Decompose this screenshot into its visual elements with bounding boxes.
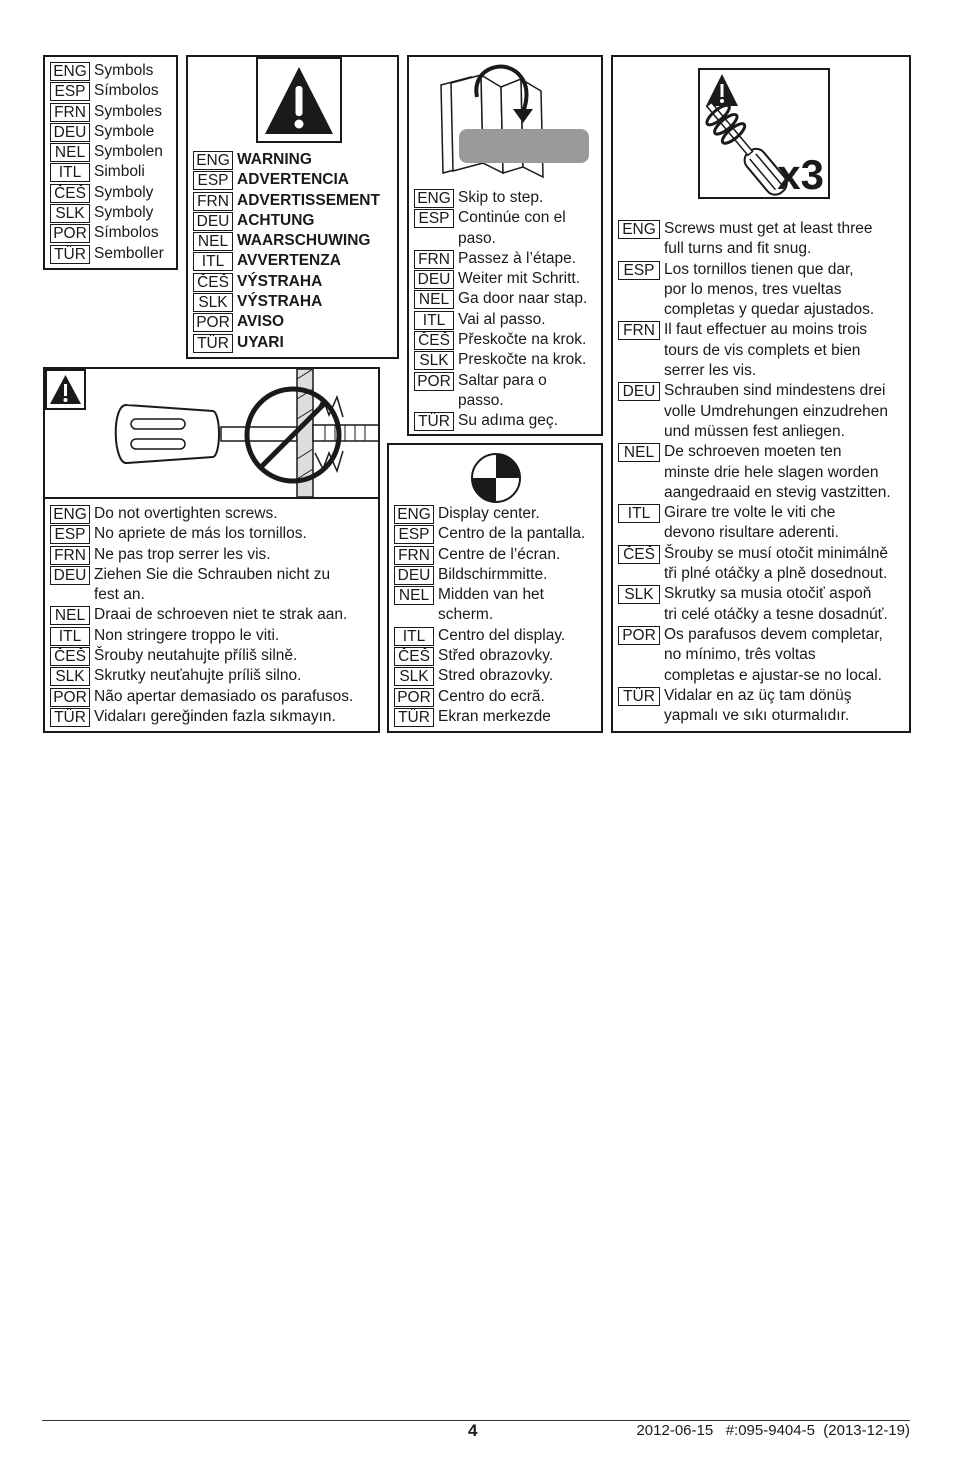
language-code: ENG — [394, 505, 434, 524]
language-row — [193, 191, 380, 211]
language-row — [394, 707, 585, 727]
language-row — [394, 545, 585, 565]
language-text: Simboli — [94, 163, 145, 181]
turns-badge: x3 — [777, 151, 824, 198]
language-row — [193, 292, 380, 312]
language-text — [458, 411, 558, 431]
language-code: TÜR — [50, 708, 90, 727]
language-code: ČEŠ — [193, 273, 233, 292]
language-row — [394, 524, 585, 544]
text-line: fest an. — [94, 586, 145, 604]
language-text — [94, 524, 307, 544]
language-code: FRN — [50, 103, 90, 122]
language-row — [618, 584, 891, 625]
language-text — [458, 249, 576, 269]
language-code: ITL — [50, 627, 90, 646]
text-line: No apriete de más los tornillos. — [94, 525, 307, 543]
text-line: Přeskočte na krok. — [458, 331, 587, 349]
language-text — [664, 260, 874, 321]
language-row — [193, 312, 380, 332]
text-line: completas y quedar ajustados. — [664, 301, 875, 319]
text-line: Stred obrazovky. — [438, 667, 554, 685]
language-code: POR — [193, 313, 233, 332]
language-text — [458, 350, 586, 370]
language-text — [664, 219, 872, 260]
screws-panel — [611, 55, 911, 733]
language-text: VÝSTRAHA — [237, 293, 323, 311]
language-text — [664, 686, 852, 727]
language-text: WARNING — [237, 151, 312, 168]
overtighten-screwdriver-icon — [45, 369, 378, 497]
language-code: ESP — [414, 209, 454, 228]
language-text: Symbols — [94, 62, 154, 79]
language-row — [618, 219, 891, 260]
language-text: VÝSTRAHA — [237, 272, 323, 290]
text-line: De schroeven moeten ten — [664, 443, 842, 461]
language-row — [193, 272, 380, 292]
language-row — [50, 605, 353, 625]
language-row — [50, 545, 353, 565]
text-line: devono risultare aderenti. — [664, 524, 839, 542]
language-code: ČEŠ — [414, 331, 454, 350]
language-code: ČEŠ — [618, 545, 660, 564]
text-line: Non stringere troppo le viti. — [94, 626, 280, 644]
language-code: SLK — [394, 667, 434, 686]
language-row — [193, 170, 380, 190]
language-code: DEU — [394, 566, 434, 585]
language-text — [94, 565, 330, 606]
language-row — [414, 330, 587, 350]
language-text — [94, 666, 301, 686]
language-text — [438, 565, 547, 585]
language-code: ESP — [50, 82, 90, 101]
language-text — [664, 442, 891, 503]
language-text — [458, 330, 586, 350]
language-row — [193, 333, 380, 353]
language-code: ČEŠ — [50, 184, 90, 203]
language-code: ENG — [50, 505, 90, 524]
language-text — [438, 545, 560, 565]
language-code: POR — [50, 688, 90, 707]
language-text: Symbole — [94, 122, 155, 140]
language-text — [458, 188, 543, 208]
language-text — [664, 503, 839, 544]
language-code: ENG — [618, 220, 660, 239]
language-code: SLK — [50, 204, 90, 223]
language-row — [618, 503, 891, 544]
language-row — [50, 203, 164, 223]
text-line: passo. — [458, 391, 504, 409]
symbols-panel — [43, 55, 178, 270]
display-center-panel — [387, 443, 603, 733]
language-code: ESP — [394, 525, 434, 544]
language-row — [414, 350, 587, 370]
text-line: full turns and fit snug. — [664, 240, 812, 258]
language-code: TÜR — [414, 412, 454, 431]
language-text: Semboller — [94, 244, 164, 262]
text-line: Preskočte na krok. — [458, 351, 587, 369]
text-line: Ekran merkezde — [438, 707, 551, 725]
language-code: FRN — [394, 546, 434, 565]
language-row — [394, 585, 585, 626]
language-text: UYARI — [237, 333, 284, 351]
language-row — [50, 646, 353, 666]
language-code: SLK — [193, 293, 233, 312]
language-code: DEU — [414, 270, 454, 289]
language-row — [193, 211, 380, 231]
language-row — [50, 626, 353, 646]
language-text — [438, 687, 545, 707]
language-text — [664, 381, 888, 442]
language-text: WAARSCHUWING — [237, 232, 371, 250]
text-line: Draai de schroeven niet te strak aan. — [94, 606, 348, 624]
language-text — [94, 545, 271, 565]
language-row — [394, 504, 585, 524]
skip-step-panel — [407, 55, 603, 436]
language-row — [618, 442, 891, 503]
text-line: Ne pas trop serrer les vis. — [94, 545, 271, 563]
language-text — [458, 289, 587, 309]
language-code: ENG — [193, 151, 233, 170]
language-text: AVISO — [237, 313, 285, 331]
text-line: Centro do ecrã. — [438, 687, 545, 705]
language-row — [394, 646, 585, 666]
language-code: DEU — [50, 123, 90, 142]
language-code: TÜR — [193, 334, 233, 353]
language-row — [618, 544, 891, 585]
language-code: ITL — [193, 252, 233, 271]
language-code: FRN — [414, 250, 454, 269]
language-code: NEL — [50, 143, 90, 162]
language-text — [94, 646, 297, 666]
language-row — [50, 687, 353, 707]
document-info: 2012-06-15 #:095-9404-5 (2013-12-19) — [636, 1422, 910, 1439]
text-line: Passez à l’étape. — [458, 249, 577, 267]
language-text — [94, 707, 336, 727]
page-turn-icon — [409, 57, 601, 187]
language-row — [618, 625, 891, 686]
language-text — [664, 625, 883, 686]
language-row — [394, 666, 585, 686]
text-line: Vai al passo. — [458, 310, 546, 328]
page-number: 4 — [468, 1421, 478, 1440]
warning-panel — [186, 55, 399, 359]
language-text — [438, 626, 565, 646]
language-code: ESP — [618, 261, 660, 280]
language-row — [50, 142, 164, 162]
language-text: AVVERTENZA — [237, 252, 341, 270]
text-line: Skip to step. — [458, 189, 544, 206]
text-line: Šrouby se musí otočit minimálně — [664, 544, 888, 562]
text-line: Skrutky neuťahujte príliš silno. — [94, 667, 302, 685]
language-code: POR — [394, 688, 434, 707]
text-line: Screws must get at least three — [664, 220, 873, 237]
language-code: POR — [50, 224, 90, 243]
text-line: Šrouby neutahujte příliš silně. — [94, 647, 298, 665]
overtighten-illustration — [45, 369, 378, 499]
center-target-icon — [470, 452, 522, 504]
screw-turns-icon-box — [698, 68, 830, 199]
text-line: scherm. — [438, 606, 494, 624]
language-row — [50, 707, 353, 727]
text-line: Ga door naar stap. — [458, 290, 588, 308]
language-text: ACHTUNG — [237, 211, 315, 229]
text-line: volle Umdrehungen einzudrehen — [664, 402, 889, 420]
text-line: Ziehen Sie die Schrauben nicht zu — [94, 565, 331, 583]
language-row — [50, 666, 353, 686]
language-row — [193, 150, 380, 170]
language-text — [438, 585, 544, 626]
warning-icon-box — [256, 57, 342, 143]
text-line: Vidaları gereğinden fazla sıkmayın. — [94, 707, 336, 725]
language-code: TÜR — [394, 708, 434, 727]
language-row — [193, 231, 380, 251]
language-text — [458, 208, 566, 249]
text-line: aangedraaid en stevig vastzitten. — [664, 483, 891, 501]
language-text: Símbolos — [94, 224, 159, 242]
text-line: no mínimo, três voltas — [664, 646, 816, 664]
language-row — [394, 565, 585, 585]
language-code: TÜR — [618, 687, 660, 706]
language-row — [414, 208, 587, 249]
language-text — [94, 626, 279, 646]
language-code: ITL — [414, 311, 454, 330]
text-line: Centro del display. — [438, 626, 566, 644]
text-line: paso. — [458, 229, 496, 247]
language-row — [50, 244, 164, 264]
language-text — [664, 320, 867, 381]
language-code: ESP — [193, 171, 233, 190]
language-text: Símbolos — [94, 82, 159, 100]
language-code: DEU — [50, 566, 90, 585]
text-line: Não apertar demasiado os parafusos. — [94, 687, 354, 705]
text-line: Midden van het — [438, 586, 544, 604]
display-center-list — [394, 504, 585, 727]
text-line: Centro de la pantalla. — [438, 525, 586, 543]
language-code: ESP — [50, 525, 90, 544]
language-text — [438, 504, 540, 524]
text-line: Saltar para o — [458, 371, 547, 389]
text-line: Schrauben sind mindestens drei — [664, 382, 886, 400]
text-line: Os parafusos devem completar, — [664, 625, 883, 643]
language-code: ENG — [50, 62, 90, 81]
language-row — [50, 61, 164, 81]
text-line: tri celé otáčky a tesne dosadnúť. — [664, 605, 888, 623]
language-row — [414, 188, 587, 208]
language-row — [414, 411, 587, 431]
language-code: NEL — [50, 606, 90, 625]
language-text — [438, 707, 551, 727]
text-line: Girare tre volte le viti che — [664, 504, 836, 522]
language-code: ENG — [414, 189, 454, 208]
language-text — [94, 605, 347, 625]
text-line: Skrutky sa musia otočiť aspoň — [664, 585, 872, 603]
text-line: Los tornillos tienen que dar, — [664, 260, 854, 278]
text-line: Střed obrazovky. — [438, 647, 554, 665]
symbols-list — [50, 61, 164, 264]
language-row — [50, 524, 353, 544]
language-row — [50, 122, 164, 142]
warning-triangle-icon — [258, 59, 340, 141]
language-code: ČEŠ — [50, 647, 90, 666]
language-text — [458, 371, 547, 412]
language-row — [414, 289, 587, 309]
language-row — [50, 565, 353, 606]
text-line: por lo menos, tres vueltas — [664, 280, 842, 298]
language-code: SLK — [414, 351, 454, 370]
language-code: ČEŠ — [394, 647, 434, 666]
language-row — [618, 686, 891, 727]
text-line: yapmalı ve sıkı oturmalıdır. — [664, 707, 850, 725]
text-line: Display center. — [438, 505, 540, 522]
language-row — [193, 251, 380, 271]
text-line: tours de vis complets et bien — [664, 341, 861, 359]
language-code: NEL — [414, 290, 454, 309]
language-code: DEU — [618, 382, 660, 401]
language-code: NEL — [618, 443, 660, 462]
language-text — [94, 504, 278, 524]
language-row — [50, 504, 353, 524]
language-code: ITL — [394, 627, 434, 646]
overtighten-list — [50, 504, 353, 727]
text-line: serrer les vis. — [664, 362, 757, 380]
language-code: ITL — [618, 504, 660, 523]
language-row — [618, 260, 891, 321]
language-row — [50, 102, 164, 122]
language-text — [438, 666, 553, 686]
language-code: NEL — [193, 232, 233, 251]
language-text: Symboles — [94, 102, 163, 120]
text-line: Vidalar en az üç tam dönüş — [664, 686, 852, 704]
language-text: Symboly — [94, 204, 154, 222]
warning-list — [193, 150, 380, 353]
language-row — [394, 687, 585, 707]
screws-list — [618, 219, 891, 726]
text-line: Bildschirmmitte. — [438, 565, 548, 583]
language-row — [414, 269, 587, 289]
language-row — [618, 320, 891, 381]
language-code: FRN — [50, 546, 90, 565]
text-line: Weiter mit Schritt. — [458, 270, 581, 288]
language-code: POR — [414, 372, 454, 391]
language-text — [458, 310, 546, 330]
language-code: POR — [618, 626, 660, 645]
text-line: Continúe con el — [458, 209, 566, 227]
text-line: tři plné otáčky a plně dosednout. — [664, 565, 888, 583]
language-code: NEL — [394, 586, 434, 605]
language-code: DEU — [193, 212, 233, 231]
language-text — [458, 269, 580, 289]
language-code: FRN — [618, 321, 660, 340]
skip-step-list — [414, 188, 587, 432]
language-row — [618, 381, 891, 442]
language-text — [438, 646, 553, 666]
text-line: minste drie hele slagen worden — [664, 463, 879, 481]
text-line: Centre de l’écran. — [438, 545, 561, 563]
text-line: und müssen fest anliegen. — [664, 422, 845, 440]
text-line: Su adıma geç. — [458, 412, 558, 430]
language-code: ITL — [50, 163, 90, 182]
text-line: Il faut effectuer au moins trois — [664, 321, 868, 339]
text-line: completas e ajustar-se no local. — [664, 666, 882, 684]
language-row — [414, 371, 587, 412]
language-code: SLK — [618, 585, 660, 604]
overtighten-panel — [43, 367, 380, 733]
language-row — [414, 310, 587, 330]
language-row — [414, 249, 587, 269]
language-text — [664, 584, 888, 625]
text-line: Do not overtighten screws. — [94, 505, 278, 522]
language-text — [664, 544, 888, 585]
language-text: Symbolen — [94, 143, 163, 161]
language-text: Symboly — [94, 183, 154, 201]
language-row — [50, 162, 164, 182]
language-text: ADVERTISSEMENT — [237, 191, 380, 209]
language-text: ADVERTENCIA — [237, 171, 349, 189]
language-row — [394, 626, 585, 646]
language-code: TÜR — [50, 245, 90, 264]
language-text — [438, 524, 585, 544]
language-text — [94, 687, 353, 707]
language-row — [50, 183, 164, 203]
language-row — [50, 223, 164, 243]
language-row — [50, 81, 164, 101]
language-code: FRN — [193, 192, 233, 211]
language-code: SLK — [50, 667, 90, 686]
